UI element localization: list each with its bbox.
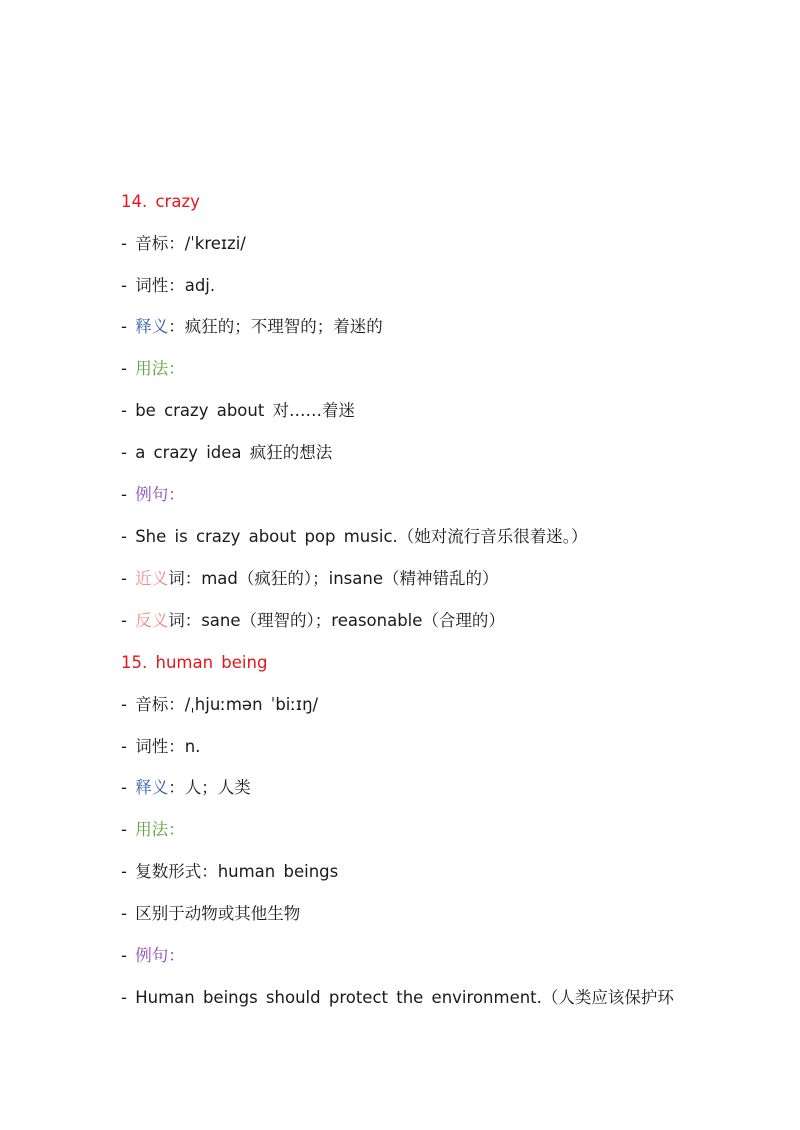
meaning-colon: ： bbox=[168, 317, 185, 336]
pos-line bbox=[121, 275, 215, 297]
meaning-dash: - bbox=[121, 778, 136, 797]
entry-heading: 15. human being bbox=[121, 653, 268, 672]
example-label: 例句： bbox=[135, 485, 185, 504]
usage-item: - 区别于动物或其他生物 bbox=[121, 904, 301, 923]
usage-dash: - bbox=[121, 820, 136, 839]
usage-heading-line bbox=[121, 819, 185, 841]
example-sentence: - She is crazy about pop music.（她对流行音乐很着迷。） bbox=[121, 527, 588, 546]
usage-dash: - bbox=[121, 359, 136, 378]
meaning-colon: ： bbox=[168, 778, 185, 797]
example-label: 例句： bbox=[135, 946, 185, 965]
synonym-label: 近义 bbox=[135, 569, 169, 588]
meaning-line bbox=[121, 316, 383, 338]
meaning-label: 释义 bbox=[135, 778, 169, 797]
usage-label: 用法： bbox=[135, 820, 185, 839]
pos-value: n. bbox=[184, 737, 201, 756]
antonym-line bbox=[121, 610, 505, 632]
phonetic-line bbox=[121, 694, 318, 716]
phonetic-value: /ˈkreɪzi/ bbox=[184, 234, 246, 253]
phonetic-label: - 音标： bbox=[121, 234, 185, 253]
pos-value: adj. bbox=[184, 276, 216, 295]
antonym-dash: - bbox=[121, 611, 136, 630]
usage-item: - 复数形式：human beings bbox=[121, 862, 339, 881]
phonetic-label: - 音标： bbox=[121, 695, 185, 714]
synonym-dash: - bbox=[121, 569, 136, 588]
meaning-value: 人；人类 bbox=[184, 778, 251, 797]
pos-label: - 词性： bbox=[121, 737, 185, 756]
usage-item: - be crazy about 对……着迷 bbox=[121, 401, 356, 420]
usage-label: 用法： bbox=[135, 359, 185, 378]
antonym-value: 词：sane（理智的）；reasonable（合理的） bbox=[168, 611, 505, 630]
meaning-value: 疯狂的；不理智的；着迷的 bbox=[184, 317, 383, 336]
pos-label: - 词性： bbox=[121, 276, 185, 295]
synonym-line bbox=[121, 568, 498, 590]
example-heading-line bbox=[121, 484, 185, 506]
antonym-label: 反义 bbox=[135, 611, 169, 630]
example-sentence: - Human beings should protect the environment.（人类应该保护环 bbox=[121, 988, 674, 1007]
usage-heading-line bbox=[121, 358, 185, 380]
meaning-dash: - bbox=[121, 317, 136, 336]
phonetic-value: /ˌhjuːmən ˈbiːɪŋ/ bbox=[184, 695, 319, 714]
meaning-label: 释义 bbox=[135, 317, 169, 336]
pos-line bbox=[121, 736, 200, 758]
example-dash: - bbox=[121, 485, 136, 504]
meaning-line bbox=[121, 777, 251, 799]
synonym-value: 词：mad（疯狂的）；insane（精神错乱的） bbox=[168, 569, 499, 588]
example-heading-line bbox=[121, 945, 185, 967]
phonetic-line bbox=[121, 233, 246, 255]
example-dash: - bbox=[121, 946, 136, 965]
entry-heading: 14. crazy bbox=[121, 192, 200, 211]
usage-item: - a crazy idea 疯狂的想法 bbox=[121, 443, 333, 462]
